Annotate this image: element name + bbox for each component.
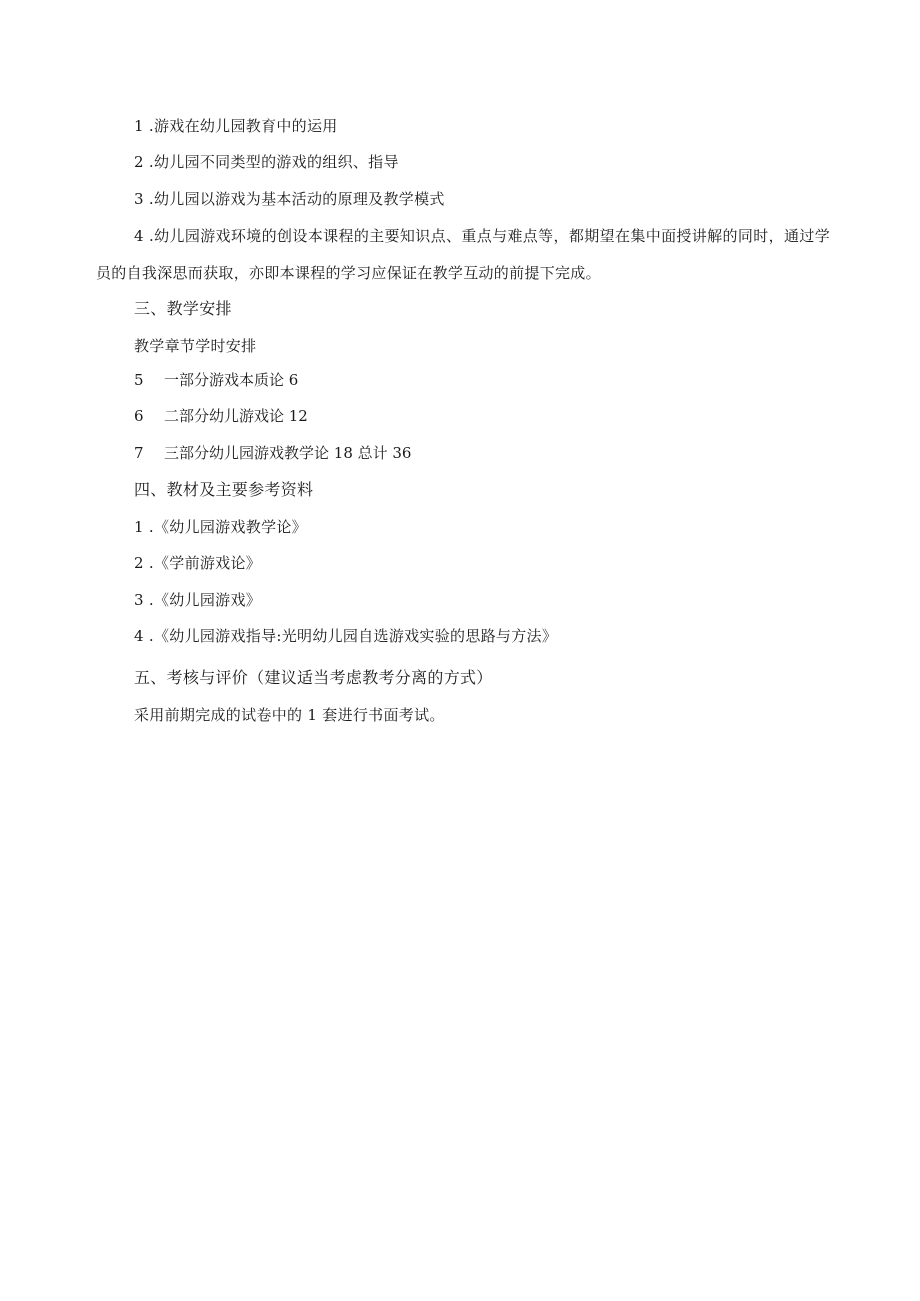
section-heading-assessment: 五、考核与评价（建议适当考虑教考分离的方式） <box>134 668 493 687</box>
schedule-row <box>134 443 411 463</box>
schedule-row <box>134 406 308 426</box>
reference-item: 4 .《幼儿园游戏指导:光明幼儿园自选游戏实验的思路与方法》 <box>134 627 558 645</box>
schedule-row-number: 7 <box>134 444 144 462</box>
schedule-row <box>134 370 298 390</box>
schedule-row-text: 一部分游戏本质论 6 <box>164 371 299 389</box>
content-item-2: 2 .幼儿园不同类型的游戏的组织、指导 <box>134 153 399 171</box>
content-item-4: 4 .幼儿园游戏环境的创设本课程的主要知识点、重点与难点等，都期望在集中面授讲解的同时，通过学员的自我深思而获取，亦即本课程的学习应保证在教学互动的前提下完成。 <box>96 227 830 282</box>
schedule-row-number: 5 <box>134 371 144 389</box>
section-heading-textbooks: 四、教材及主要参考资料 <box>134 480 314 499</box>
section-heading-teaching-arrangement: 三、教学安排 <box>134 299 232 318</box>
reference-item: 3 .《幼儿园游戏》 <box>134 591 262 609</box>
content-item-3: 3 .幼儿园以游戏为基本活动的原理及教学模式 <box>134 190 445 208</box>
reference-item: 2 .《学前游戏论》 <box>134 554 262 572</box>
assessment-body: 采用前期完成的试卷中的 1 套进行书面考试。 <box>134 706 445 724</box>
schedule-row-text: 三部分幼儿园游戏教学论 18 总计 36 <box>164 444 412 462</box>
content-item-1: 1 .游戏在幼儿园教育中的运用 <box>134 117 338 135</box>
schedule-row-text: 二部分幼儿游戏论 12 <box>164 407 308 425</box>
reference-item: 1 .《幼儿园游戏教学论》 <box>134 518 307 536</box>
schedule-subheading: 教学章节学时安排 <box>134 337 257 355</box>
schedule-row-number: 6 <box>134 407 144 425</box>
